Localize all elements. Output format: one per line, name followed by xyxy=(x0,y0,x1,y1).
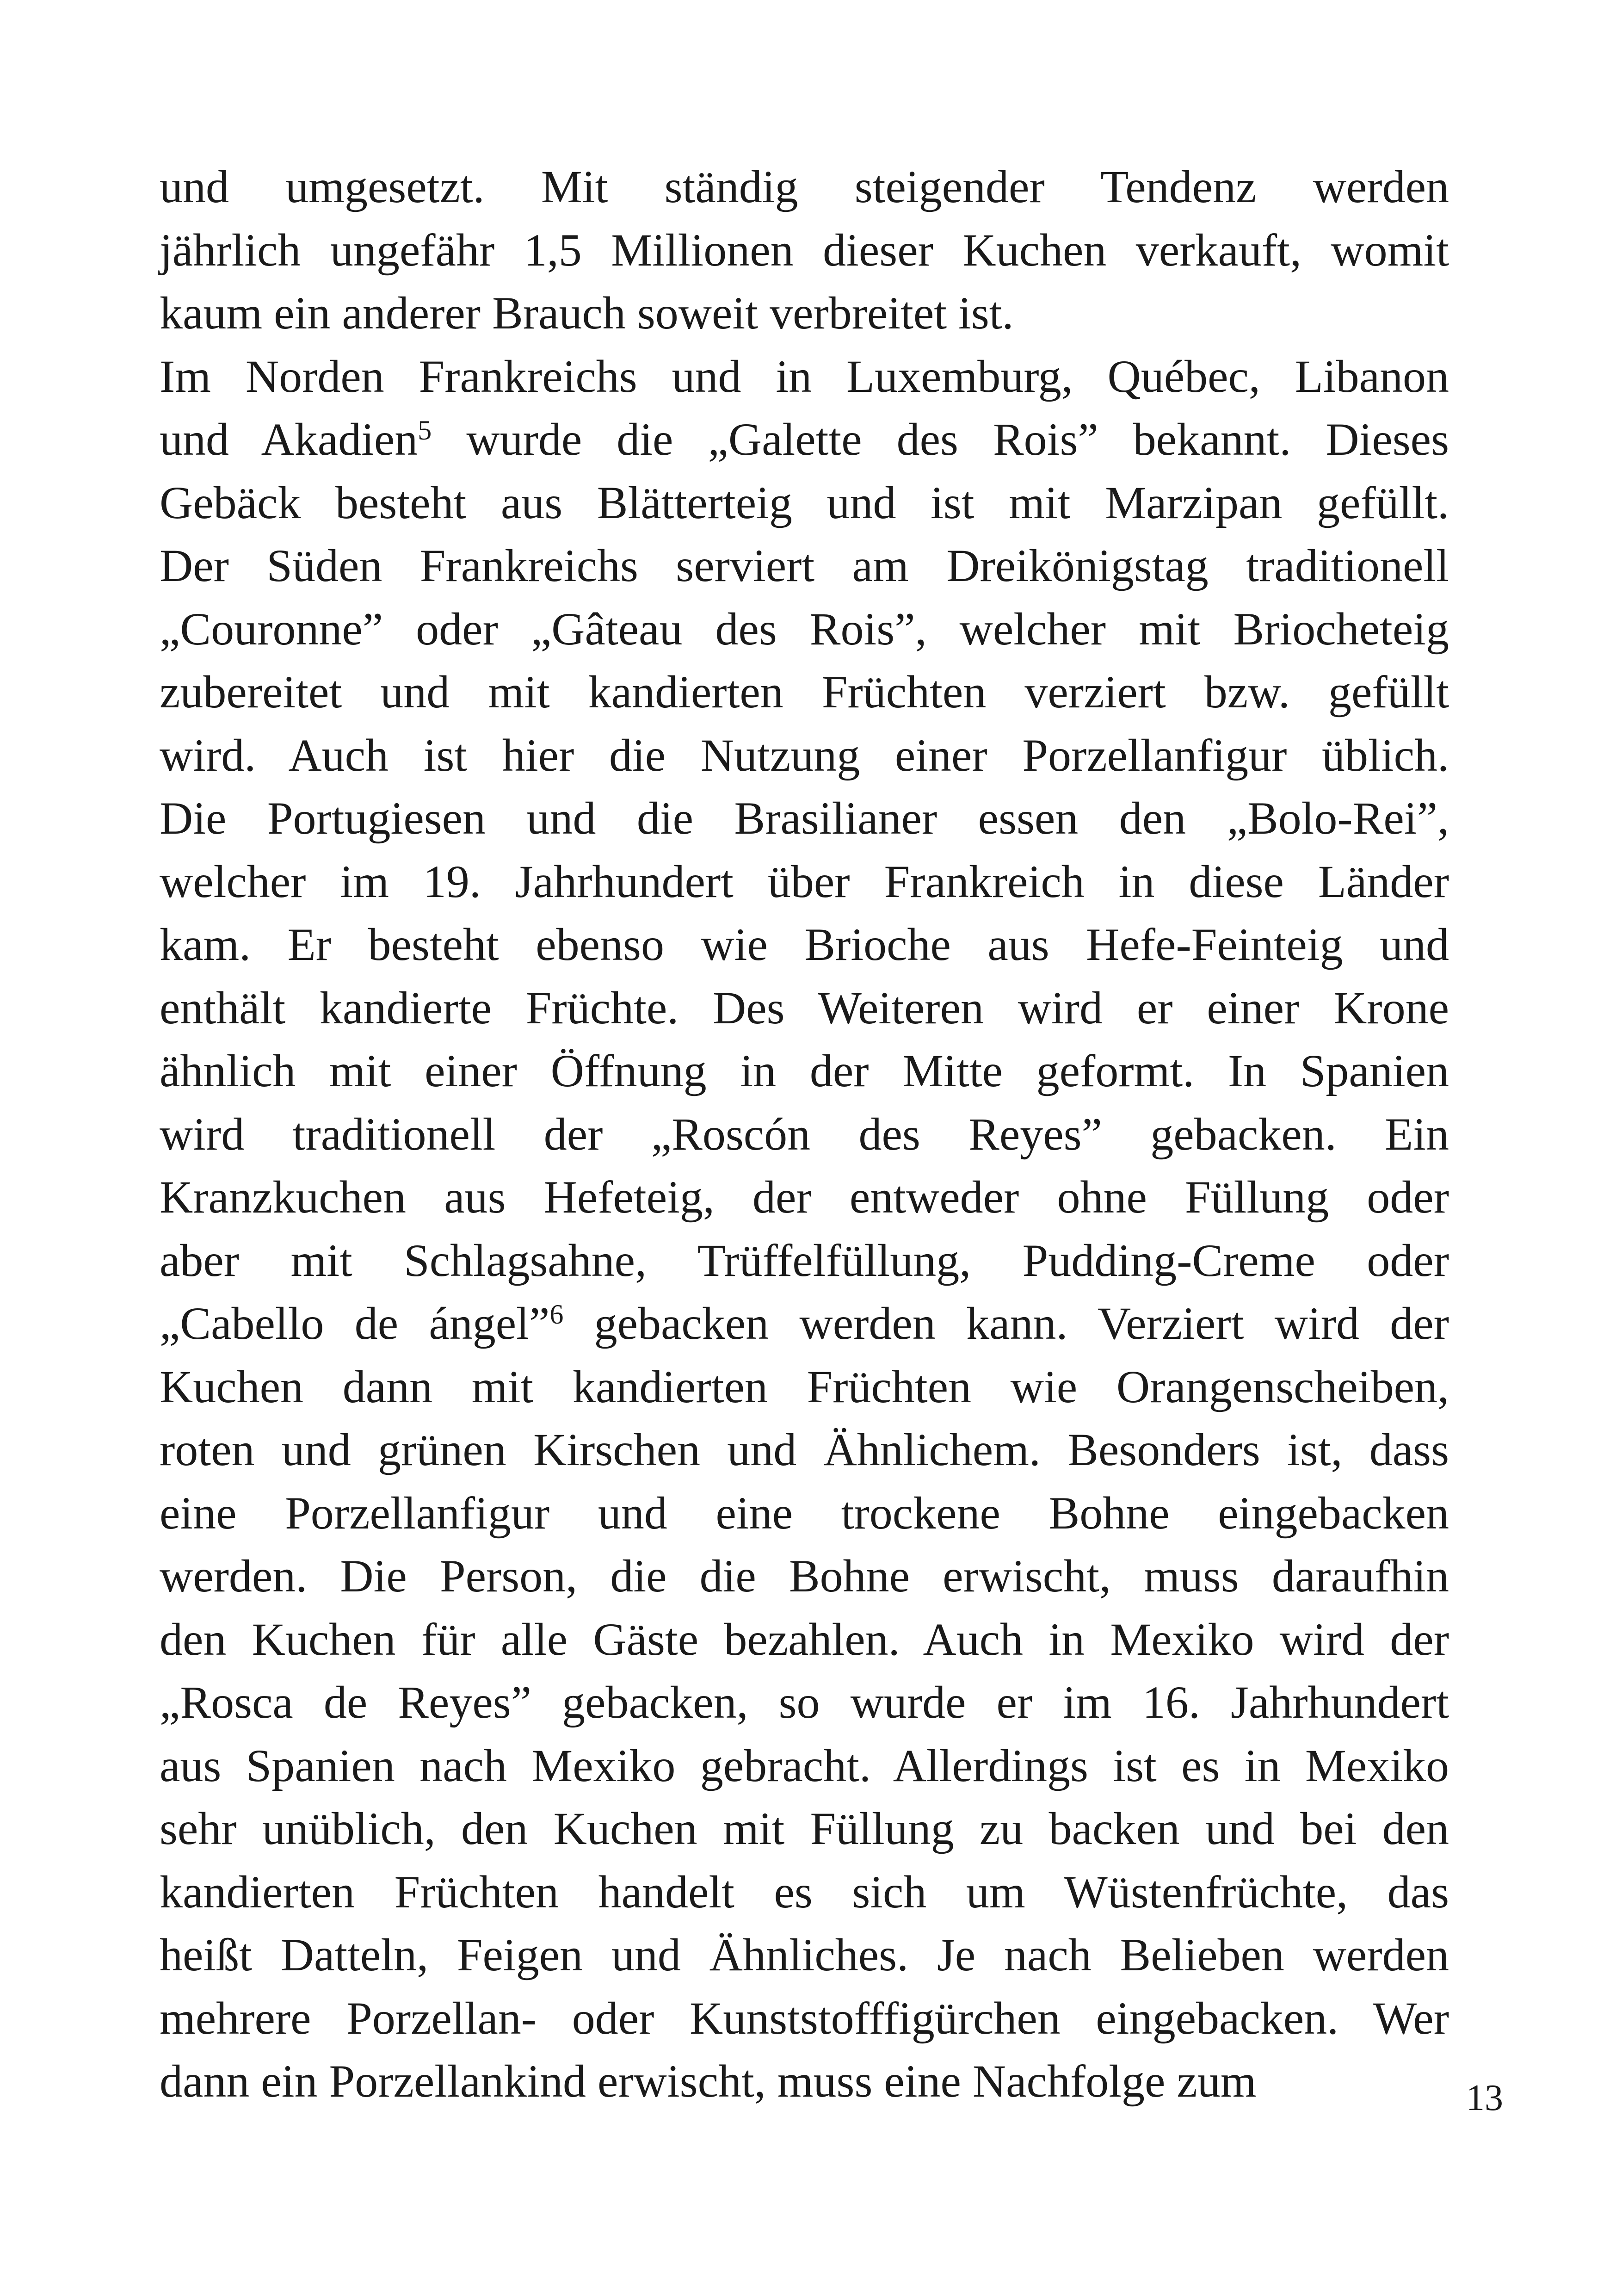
text-line: roten und grünen Kirschen und Ähnlichem. Besonders ist, dass xyxy=(160,1424,1449,1475)
text-line: Kranzkuchen aus Hefeteig, der entweder ohne Füllung oder xyxy=(160,1171,1449,1223)
text-line: welcher im 19. Jahrhundert über Frankreich in diese Länder xyxy=(160,855,1449,907)
text-line: ähnlich mit einer Öffnung in der Mitte geformt. In Spanien xyxy=(160,1045,1449,1096)
text-line: Gebäck besteht aus Blätterteig und ist mit Marzipan gefüllt. xyxy=(160,477,1449,528)
footnote-reference[interactable]: 6 xyxy=(549,1299,564,1330)
text-segment: wurde die „Galette des Rois” bekannt. Dieses xyxy=(432,414,1449,465)
text-line: aus Spanien nach Mexiko gebracht. Allerdings ist es in Mexiko xyxy=(160,1739,1449,1791)
text-line xyxy=(160,408,1449,471)
text-segment: gebacken werden kann. Verziert wird der xyxy=(563,1298,1449,1349)
text-line: wird traditionell der „Roscón des Reyes” gebacken. Ein xyxy=(160,1108,1449,1160)
text-line: sehr unüblich, den Kuchen mit Füllung zu backen und bei den xyxy=(160,1803,1449,1854)
text-line: den Kuchen für alle Gäste bezahlen. Auch in Mexiko wird der xyxy=(160,1613,1449,1665)
text-line: kaum ein anderer Brauch soweit verbreitet ist. xyxy=(160,287,1014,339)
text-line: mehrere Porzellan- oder Kunststofffigürchen eingebacken. Wer xyxy=(160,1992,1449,2044)
text-line: wird. Auch ist hier die Nutzung einer Porzellanfigur üblich. xyxy=(160,729,1449,781)
text-line: werden. Die Person, die die Bohne erwischt, muss daraufhin xyxy=(160,1550,1449,1602)
text-line: Der Süden Frankreichs serviert am Dreikönigstag traditionell xyxy=(160,540,1449,591)
text-segment: und Akadien xyxy=(160,414,418,465)
text-line: enthält kandierte Früchte. Des Weiteren wird er einer Krone xyxy=(160,982,1449,1034)
text-line: jährlich ungefähr 1,5 Millionen dieser Kuchen verkauft, womit xyxy=(160,224,1449,276)
document-body xyxy=(160,155,1449,2113)
text-line: heißt Datteln, Feigen und Ähnliches. Je nach Belieben werden xyxy=(160,1929,1449,1980)
footnote-reference[interactable]: 5 xyxy=(418,415,432,446)
text-line: eine Porzellanfigur und eine trockene Bohne eingebacken xyxy=(160,1487,1449,1539)
page-number: 13 xyxy=(1466,2078,1503,2118)
text-line: aber mit Schlagsahne, Trüffelfüllung, Pudding-Creme oder xyxy=(160,1234,1449,1286)
text-line xyxy=(160,1292,1449,1355)
text-line: Die Portugiesen und die Brasilianer essen den „Bolo-Rei”, xyxy=(160,792,1449,844)
text-line: Kuchen dann mit kandierten Früchten wie Orangenscheiben, xyxy=(160,1361,1449,1412)
text-line: „Rosca de Reyes” gebacken, so wurde er im 16. Jahrhundert xyxy=(160,1677,1449,1728)
text-segment: „Cabello de ángel” xyxy=(160,1298,550,1349)
text-line: kandierten Früchten handelt es sich um Wüstenfrüchte, das xyxy=(160,1866,1449,1918)
text-line: Im Norden Frankreichs und in Luxemburg, Québec, Libanon xyxy=(160,350,1449,402)
text-line: „Couronne” oder „Gâteau des Rois”, welcher mit Briocheteig xyxy=(160,603,1449,655)
text-line: dann ein Porzellankind erwischt, muss eine Nachfolge zum xyxy=(160,2055,1257,2107)
text-line: kam. Er besteht ebenso wie Brioche aus Hefe-Feinteig und xyxy=(160,919,1449,970)
text-line: zubereitet und mit kandierten Früchten verziert bzw. gefüllt xyxy=(160,666,1449,718)
text-line: und umgesetzt. Mit ständig steigender Tendenz werden xyxy=(160,161,1449,212)
